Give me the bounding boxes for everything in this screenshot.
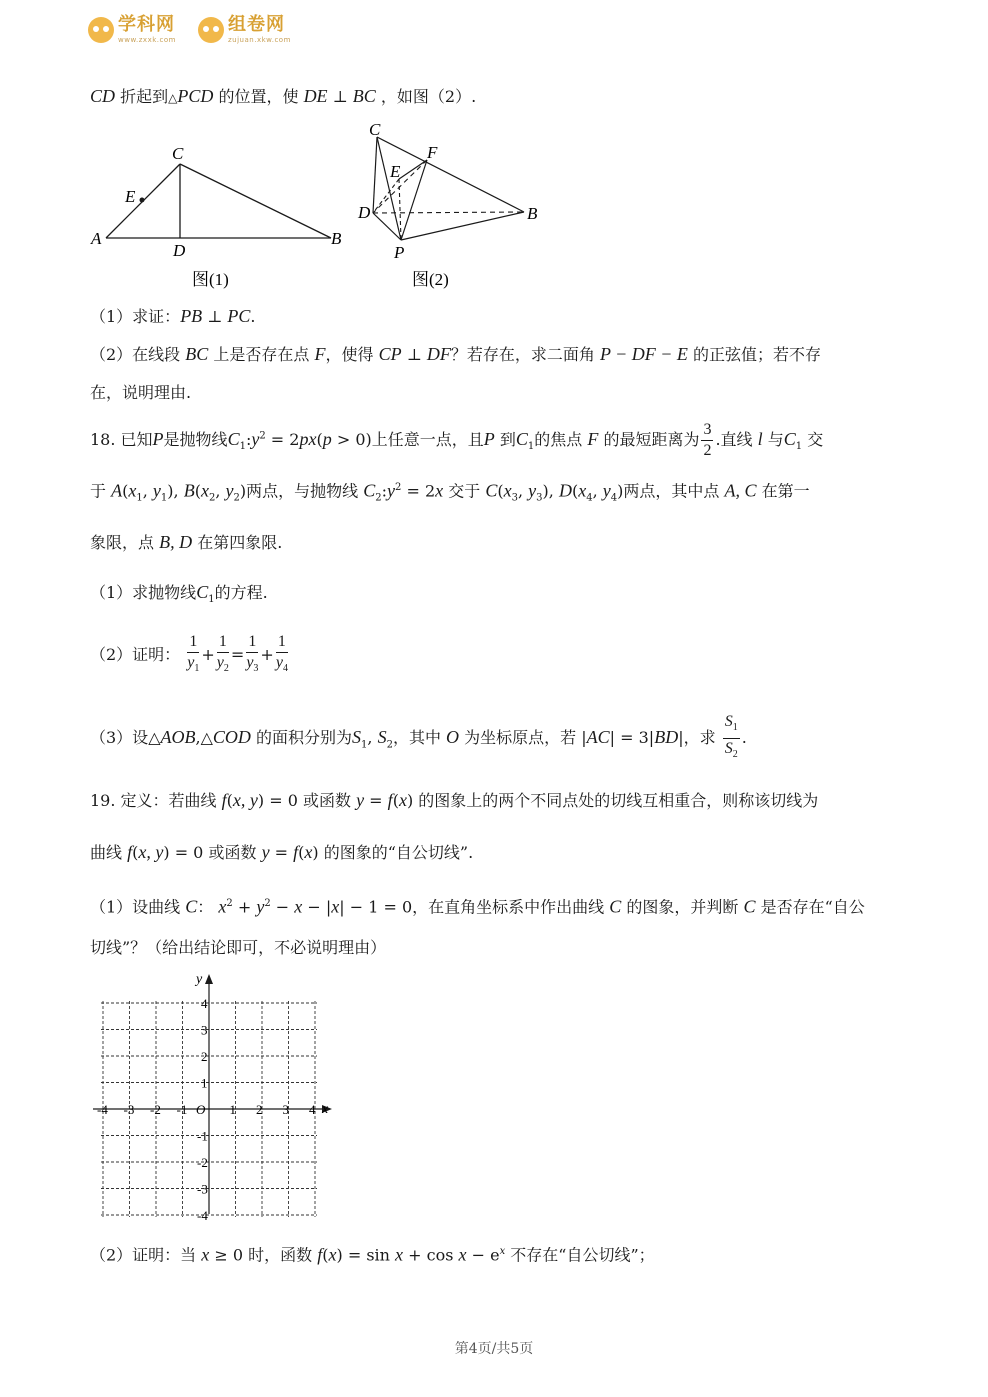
q17-part2: （2）在线段 BC 上是否存在点 F，使得 CP ⊥ DF？若存在，求二面角 P − DF − E 的正弦值；若不存: [90, 344, 822, 364]
q18-line2: 于 $A(x_1$, $y_1$), $B(x_2$, $y_2$)两点，与抛物线 $C_2:y^2 = 2x$ 交于 $C(x_3$, $y_3$), $D(x_4$, $y_4$)两点，其中点 A, C 在第一: [90, 480, 810, 504]
q18-t4: 的焦点: [534, 430, 583, 449]
fig1-point-e-dot: [140, 198, 145, 203]
q17-part1: （1）求证：PB ⊥ PC.: [90, 306, 256, 326]
q18-l3-a: 象限，点: [90, 533, 155, 552]
q18-line3: 象限，点 B, D 在第四象限.: [90, 532, 283, 552]
x-tick-label: 3: [282, 1102, 289, 1117]
fig2-label-c: C: [369, 120, 381, 139]
fig2-label-d: D: [358, 203, 371, 222]
fig2-segment-pb: [401, 212, 524, 240]
fig2-label-f: F: [427, 143, 438, 162]
figure-1: [88, 140, 348, 295]
q19-l2-a: 曲线: [90, 843, 123, 862]
q17-part2-line2: 在，说明理由.: [90, 383, 192, 402]
intro-pre: 折起到: [120, 87, 169, 106]
header-logos: [88, 14, 348, 50]
y-tick-label: -3: [197, 1181, 208, 1197]
q19-p2-c: 不存在“自公切线”；: [510, 1245, 655, 1265]
q18-l2-e: 在第一: [761, 481, 810, 501]
q17-p2-prefix: （2）在线段: [90, 345, 181, 364]
page-number: 第4页/共5页: [454, 1341, 534, 1357]
q19-number: 19. 定义：若曲线: [90, 791, 217, 810]
q17-p1-prefix: （1）求证：: [90, 307, 181, 326]
q18-l2-c: 交于: [448, 481, 481, 501]
x-tick-label: -4: [97, 1102, 108, 1117]
q18-l2-d: 两点，其中点: [623, 481, 720, 501]
x-tick-label: 1: [229, 1102, 236, 1117]
fig2-segment-cd: [373, 137, 377, 213]
q19-part1: （1）设曲线 C： $x^2 + y^2 - x - |x| - 1 = 0$，在直角坐标系中作出曲线 C 的图象，并判断 C 是否存在“自公: [90, 896, 865, 917]
q19-t2: 的图象上的两个不同点处的切线互相重合，则称该切线为: [418, 791, 819, 810]
fig1-label-b: B: [331, 229, 342, 248]
q17-p2-mid4: 的正弦值；若不存: [693, 345, 822, 364]
q19-p1-a: （1）设曲线: [90, 897, 181, 917]
zujuan-badge-icon: [198, 17, 224, 43]
y-tick-label: 1: [201, 1075, 208, 1091]
y-axis-arrow-icon: [205, 974, 213, 984]
q18-l2-a: 于: [90, 481, 107, 501]
q18-p3-e: ，求: [683, 728, 716, 748]
q19-t1: 或函数: [302, 791, 351, 810]
q19-l2-c: 的图象的“自公切线”.: [323, 843, 474, 862]
q18-fraction-3-2: $\frac{3}{2}$: [703, 421, 712, 459]
q19-p2-b: 时，函数: [248, 1245, 313, 1265]
y-tick-label: -2: [197, 1155, 208, 1170]
q18-part2: （2）证明： $\frac{1}{y_1}$ + $\frac{1}{y_2}$ = $\frac{1}{y_3}$ + $\frac{1}{y_4}$: [90, 632, 290, 679]
fig2-segment-fp: [401, 160, 427, 240]
q19-p2-a: （2）证明：当: [90, 1245, 197, 1265]
q17-p2-mid2: ，使得: [325, 345, 374, 364]
q18-t7: 与: [767, 430, 784, 449]
fig2-label-b: B: [527, 204, 538, 223]
q18-frac-1-y1: $\frac{1}{y_1}$: [187, 633, 200, 675]
q19-l2-b: 或函数: [208, 843, 257, 862]
fig2-segment-fe: [399, 160, 427, 179]
y-tick-label: 4: [201, 996, 208, 1011]
zxxk-logo-name: 学科网: [118, 14, 175, 35]
q19-p1-b: ，在直角坐标系中作出曲线: [412, 897, 605, 917]
q18-p3-c: ，其中: [392, 728, 441, 748]
q18-p2: （2）证明：: [90, 645, 181, 665]
q18-p1-end: 的方程.: [214, 583, 268, 602]
zxxk-logo: [88, 14, 176, 48]
x-axis-label: x: [322, 1102, 329, 1117]
fig2-label-p: P: [394, 243, 405, 262]
zujuan-logo-name: 组卷网: [228, 14, 285, 35]
fig2-caption: 图(2): [412, 270, 449, 289]
intro-mid: 的位置，使: [218, 87, 299, 106]
q18-part3: （3）设△AOB,△COD 的面积分别为$S_1$, $S_2$，其中 O 为坐标原点，若 |AC| = 3|BD|，求 $\frac{S_1}{S_2}$ .: [90, 712, 747, 765]
q17-p2-mid3: ？若存在，求二面角: [450, 345, 595, 364]
q18-t5: 的最短距离为: [603, 430, 700, 449]
q18-t6: .直线: [715, 430, 753, 449]
q19-line1: 19. 定义：若曲线 f(x, y) = 0 或函数 y = f(x) 的图象上的两个不同点处的切线互相重合，则称该切线为: [90, 790, 819, 810]
fig1-segment-cb: [180, 164, 331, 238]
fig1-label-e: E: [125, 187, 136, 206]
q19-part1-line2: 切线”？（给出结论即可，不必说明理由）: [90, 938, 387, 957]
intro-line: CD 折起到△PCD 的位置，使 DE ⊥ BC ，如图（2）.: [90, 86, 477, 106]
q18-t2: 上任意一点，且: [371, 430, 484, 449]
q18-t8: 交: [807, 430, 824, 449]
q18-p1: （1）求抛物线: [90, 583, 197, 602]
origin-label: O: [196, 1102, 206, 1117]
fig2-segment-ed-dashed: [373, 179, 399, 213]
x-tick-label: -1: [176, 1102, 188, 1117]
fig2-segment-dp: [373, 213, 401, 240]
x-tick-label: -3: [123, 1102, 135, 1117]
q18-p3-a: （3）设: [90, 728, 149, 748]
q18-t1: 是抛物线: [163, 430, 228, 449]
fig2-label-e: E: [390, 162, 401, 181]
intro-post: ，如图（2）.: [380, 87, 477, 106]
q17-p2-mid1: 上是否存在点: [213, 345, 310, 364]
fig2-segment-cp: [377, 137, 401, 240]
zujuan-logo: [198, 14, 291, 48]
q18-t3: 到: [499, 430, 516, 449]
q18-frac-1-y2: $\frac{1}{y_2}$: [216, 633, 229, 675]
fig1-label-c: C: [172, 144, 184, 163]
fig1-label-a: A: [91, 229, 102, 248]
y-tick-label: -1: [197, 1128, 208, 1144]
y-tick-label: 3: [201, 1022, 208, 1038]
q18-l3-b: 在第四象限.: [197, 533, 283, 552]
x-tick-label: -2: [150, 1102, 161, 1117]
figure-2: [355, 115, 555, 295]
q18-p3-d: 为坐标原点，若: [464, 728, 577, 748]
zujuan-logo-url: zujuan.xkw.com: [228, 36, 291, 44]
y-axis-label: y: [196, 972, 203, 987]
y-tick-label: 2: [201, 1049, 208, 1064]
q18-part1: （1）求抛物线$C_1$的方程.: [90, 582, 268, 606]
fig1-label-d: D: [173, 241, 186, 260]
coordinate-grid: [88, 970, 348, 1220]
fig1-caption: 图(1): [192, 270, 229, 289]
q18-l2-b: 两点，与抛物线: [246, 481, 359, 501]
q19-p1-c: 的图象，并判断: [626, 897, 739, 917]
fig2-segment-db-dashed: [373, 212, 524, 213]
q18-p3-b: 的面积分别为: [256, 728, 353, 748]
zxxk-logo-url: www.zxxk.com: [118, 36, 176, 44]
q18-line1: 18. 已知P是抛物线$C_1:y^2 = 2px(p > 0)$上任意一点，且P 到$C_1$的焦点 F 的最短距离为 $\frac{3}{2}$ .直线 l 与$C_1$ 交: [90, 421, 824, 459]
q19-part2: （2）证明：当 x ≥ 0 时，函数 $f(x) = \sin x + \cos x - e^x$ 不存在“自公切线”；: [90, 1244, 655, 1265]
q19-line2: 曲线 f(x, y) = 0 或函数 y = f(x) 的图象的“自公切线”.: [90, 842, 474, 862]
y-tick-label: -4: [197, 1208, 208, 1220]
q18-frac-1-y3: $\frac{1}{y_3}$: [246, 633, 259, 675]
q19-p1-d: 是否存在“自公: [760, 897, 865, 917]
q18-frac-s1-s2: $\frac{S_1}{S_2}$: [724, 713, 738, 761]
q18-number: 18. 已知: [90, 430, 153, 449]
q18-frac-1-y4: $\frac{1}{y_4}$: [275, 633, 288, 675]
zxxk-badge-icon: [88, 17, 114, 43]
x-tick-label: 4: [309, 1102, 316, 1117]
x-tick-label: 2: [256, 1102, 263, 1117]
